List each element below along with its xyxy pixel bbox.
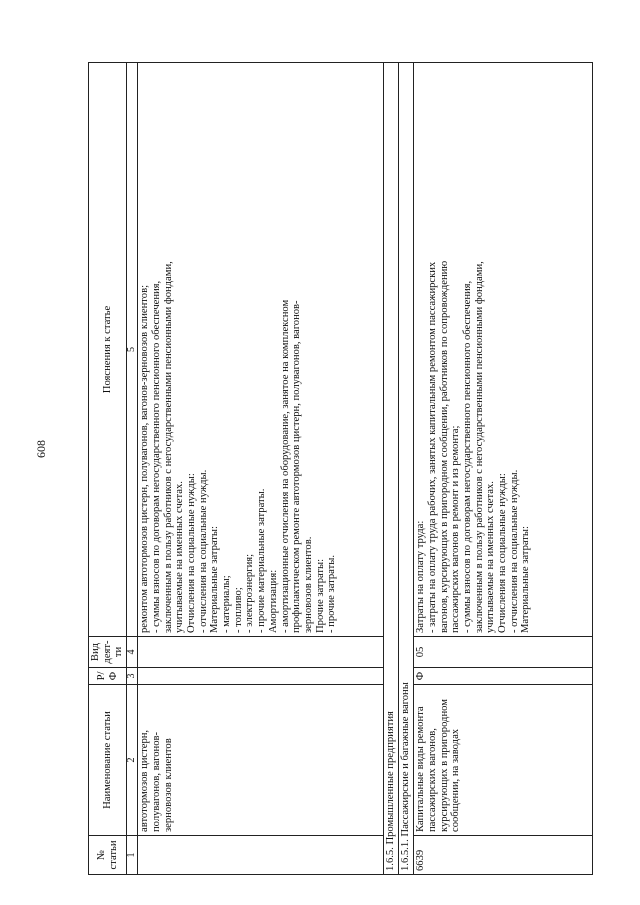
explanation-line: пассажирских вагонов в ремонт и из ремонта; <box>450 425 462 633</box>
section-row <box>384 63 399 875</box>
row-rf <box>138 668 384 685</box>
explanation-line: - затраты на оплату труда рабочих, занятых капитальным ремонтом пассажирских <box>426 261 438 633</box>
cost-items-table <box>88 62 593 875</box>
explanation-line: Прочие затраты: <box>314 558 326 633</box>
explanation-line: Затраты на оплату труда: <box>415 520 427 633</box>
header-name: Наименование статьи <box>89 685 127 836</box>
section-heading-passenger-cars: 1.6.5.1. Пассажирские и багажные вагоны <box>399 63 414 875</box>
header-rf: Р/ Ф <box>89 668 127 685</box>
section-heading-enterprises: 1.6.5. Промышленные предприятия <box>384 63 399 875</box>
explanation-line: зерновозов клиентов. <box>302 536 314 633</box>
header-row <box>89 63 127 875</box>
explanation-line: Отчисления на социальные нужды: <box>185 473 197 633</box>
explanation-line: Амортизация: <box>267 569 279 633</box>
row-activity <box>138 637 384 668</box>
explanation-line: учитываемые на именных счетах. <box>485 481 497 633</box>
explanation-line: - амортизационные отчисления на оборудование, занятое на комплексном <box>279 299 291 633</box>
explanation-line: учитываемые на именных счетах. <box>174 481 186 633</box>
column-number: 5 <box>127 63 138 637</box>
explanation-line: - суммы взносов по договорам негосударственного пенсионного обеспечения, <box>461 280 473 633</box>
explanation-line: - материалы; <box>221 575 233 633</box>
table-row <box>138 63 384 875</box>
column-number-row <box>127 63 138 875</box>
explanation-line: - прочие затраты. <box>326 554 338 633</box>
explanation-line: - отчисления на социальные нужды. <box>197 469 209 633</box>
explanation-line: - электроэнергия; <box>244 553 256 633</box>
row-rf: Ф <box>414 668 593 685</box>
explanation-line: заключенным в пользу работников с негосударственными пенсионными фондами, <box>162 261 174 633</box>
explanation-line: Материальные затраты: <box>209 526 221 633</box>
header-explanation: Пояснения к статье <box>89 63 127 637</box>
header-num: № статьи <box>89 836 127 875</box>
page-number: 608 <box>34 440 48 458</box>
rotated-table-container <box>88 63 593 875</box>
row-name: автотормозов цистерн, полувагонов, вагонов-зерновозов клиентов <box>138 685 384 836</box>
row-explanation <box>138 63 384 637</box>
explanation-line: вагонов, курсирующих в пригородном сообщении, работников по сопровождению <box>438 260 450 633</box>
column-number: 3 <box>127 668 138 685</box>
column-number: 1 <box>127 836 138 875</box>
row-num <box>138 836 384 875</box>
explanation-line: заключенным в пользу работников с негосударственными пенсионными фондами, <box>473 261 485 633</box>
explanation-line: - прочие материальные затраты. <box>256 488 268 633</box>
explanation-line: профилактическом ремонте автотормозов цистерн, полувагонов, вагонов- <box>291 300 303 633</box>
section-row <box>399 63 414 875</box>
column-number: 4 <box>127 637 138 668</box>
row-num: 6639 <box>414 836 593 875</box>
header-activity: Вид деят-ти <box>89 637 127 668</box>
explanation-line: ремонтом автотормозов цистерн, полувагонов, вагонов-зерновозов клиентов; <box>139 284 151 633</box>
explanation-line: - отчисления на социальные нужды. <box>508 469 520 633</box>
column-number: 2 <box>127 685 138 836</box>
explanation-line: Материальные затраты: <box>520 526 532 633</box>
explanation-line: - суммы взносов по договорам негосударственного пенсионного обеспечения, <box>150 280 162 633</box>
explanation-line: - топливо; <box>232 587 244 633</box>
explanation-line: Отчисления на социальные нужды: <box>497 473 509 633</box>
row-activity: 05 <box>414 637 593 668</box>
row-explanation <box>414 63 593 637</box>
row-name: Капитальные виды ремонта пассажирских вагонов, курсирующих в пригородном сообщении, на заводах <box>414 685 593 836</box>
table-row <box>414 63 593 875</box>
